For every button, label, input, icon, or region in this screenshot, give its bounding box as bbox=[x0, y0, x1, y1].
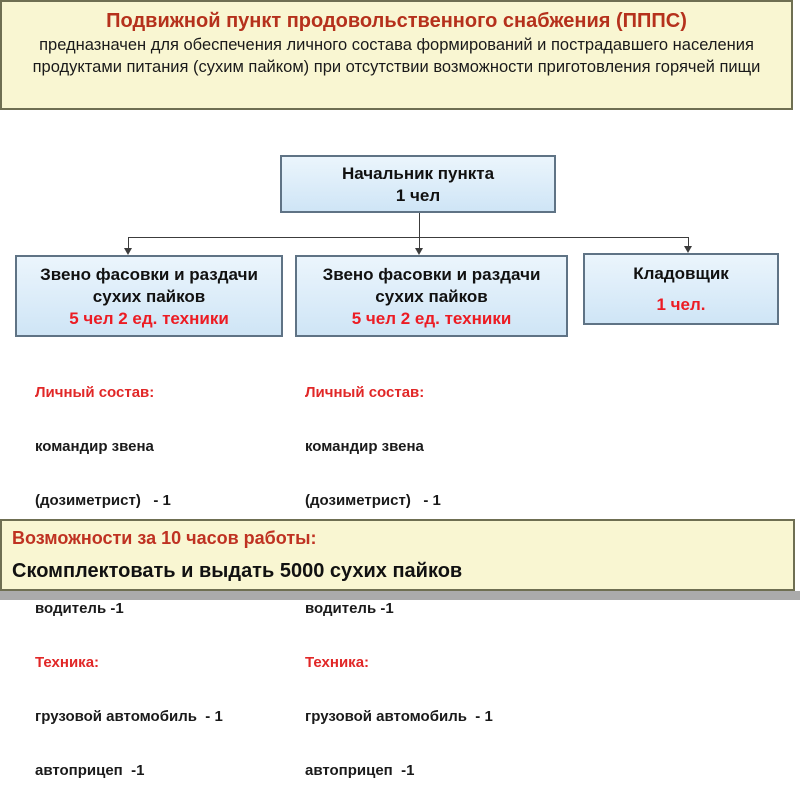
org-unit-title: Звено фасовки и раздачи сухих пайков bbox=[322, 265, 541, 306]
footer-strip bbox=[0, 591, 800, 600]
connector-horizontal bbox=[128, 237, 688, 238]
org-root-count: 1 чел bbox=[395, 185, 441, 205]
arrow-down-left-icon bbox=[124, 248, 132, 255]
personnel-label: Личный состав: bbox=[35, 384, 155, 401]
personnel-line: командир звена bbox=[35, 438, 154, 455]
equipment-line: грузовой автомобиль - 1 bbox=[35, 708, 223, 725]
org-root-title: Начальник пункта bbox=[341, 164, 495, 183]
org-root-box bbox=[280, 155, 556, 213]
title-banner bbox=[0, 0, 793, 110]
org-unit-title: Звено фасовки и раздачи сухих пайков bbox=[40, 265, 258, 306]
arrow-down-right-icon bbox=[684, 246, 692, 253]
org-unit-box-storekeeper bbox=[583, 253, 779, 325]
slide-description: предназначен для обеспечения личного состава формирований и пострадавшего населения продуктами питания (сухим пайком) при отсутствии возможности приготовления горячей пищи bbox=[32, 36, 761, 76]
org-unit-count: 5 чел 2 ед. техники bbox=[351, 308, 512, 328]
org-unit-count: 1 чел. bbox=[656, 294, 706, 314]
capabilities-heading: Возможности за 10 часов работы: bbox=[12, 528, 317, 548]
equipment-label: Техника: bbox=[35, 654, 100, 671]
equipment-line: автоприцеп -1 bbox=[305, 762, 415, 779]
equipment-label: Техника: bbox=[305, 654, 370, 671]
org-unit-title: Кладовщик bbox=[633, 264, 729, 283]
personnel-line: (дозиметрист) - 1 bbox=[305, 492, 441, 509]
personnel-label: Личный состав: bbox=[305, 384, 425, 401]
connector-root-stem bbox=[419, 213, 420, 250]
personnel-line: командир звена bbox=[305, 438, 424, 455]
equipment-line: автоприцеп -1 bbox=[35, 762, 145, 779]
equipment-line: грузовой автомобиль - 1 bbox=[305, 708, 493, 725]
capabilities-text: Скомплектовать и выдать 5000 сухих пайков bbox=[12, 560, 463, 582]
org-unit-box-packing-1 bbox=[15, 255, 283, 337]
personnel-line: водитель -1 bbox=[35, 600, 124, 617]
org-unit-box-packing-2 bbox=[295, 255, 568, 337]
personnel-line: (дозиметрист) - 1 bbox=[35, 492, 171, 509]
capabilities-banner bbox=[0, 519, 795, 591]
arrow-down-middle-icon bbox=[415, 248, 423, 255]
slide-title: Подвижной пункт продовольственного снабжения (ПППС) bbox=[106, 10, 687, 32]
org-unit-count: 5 чел 2 ед. техники bbox=[69, 308, 229, 328]
personnel-line: водитель -1 bbox=[305, 600, 394, 617]
